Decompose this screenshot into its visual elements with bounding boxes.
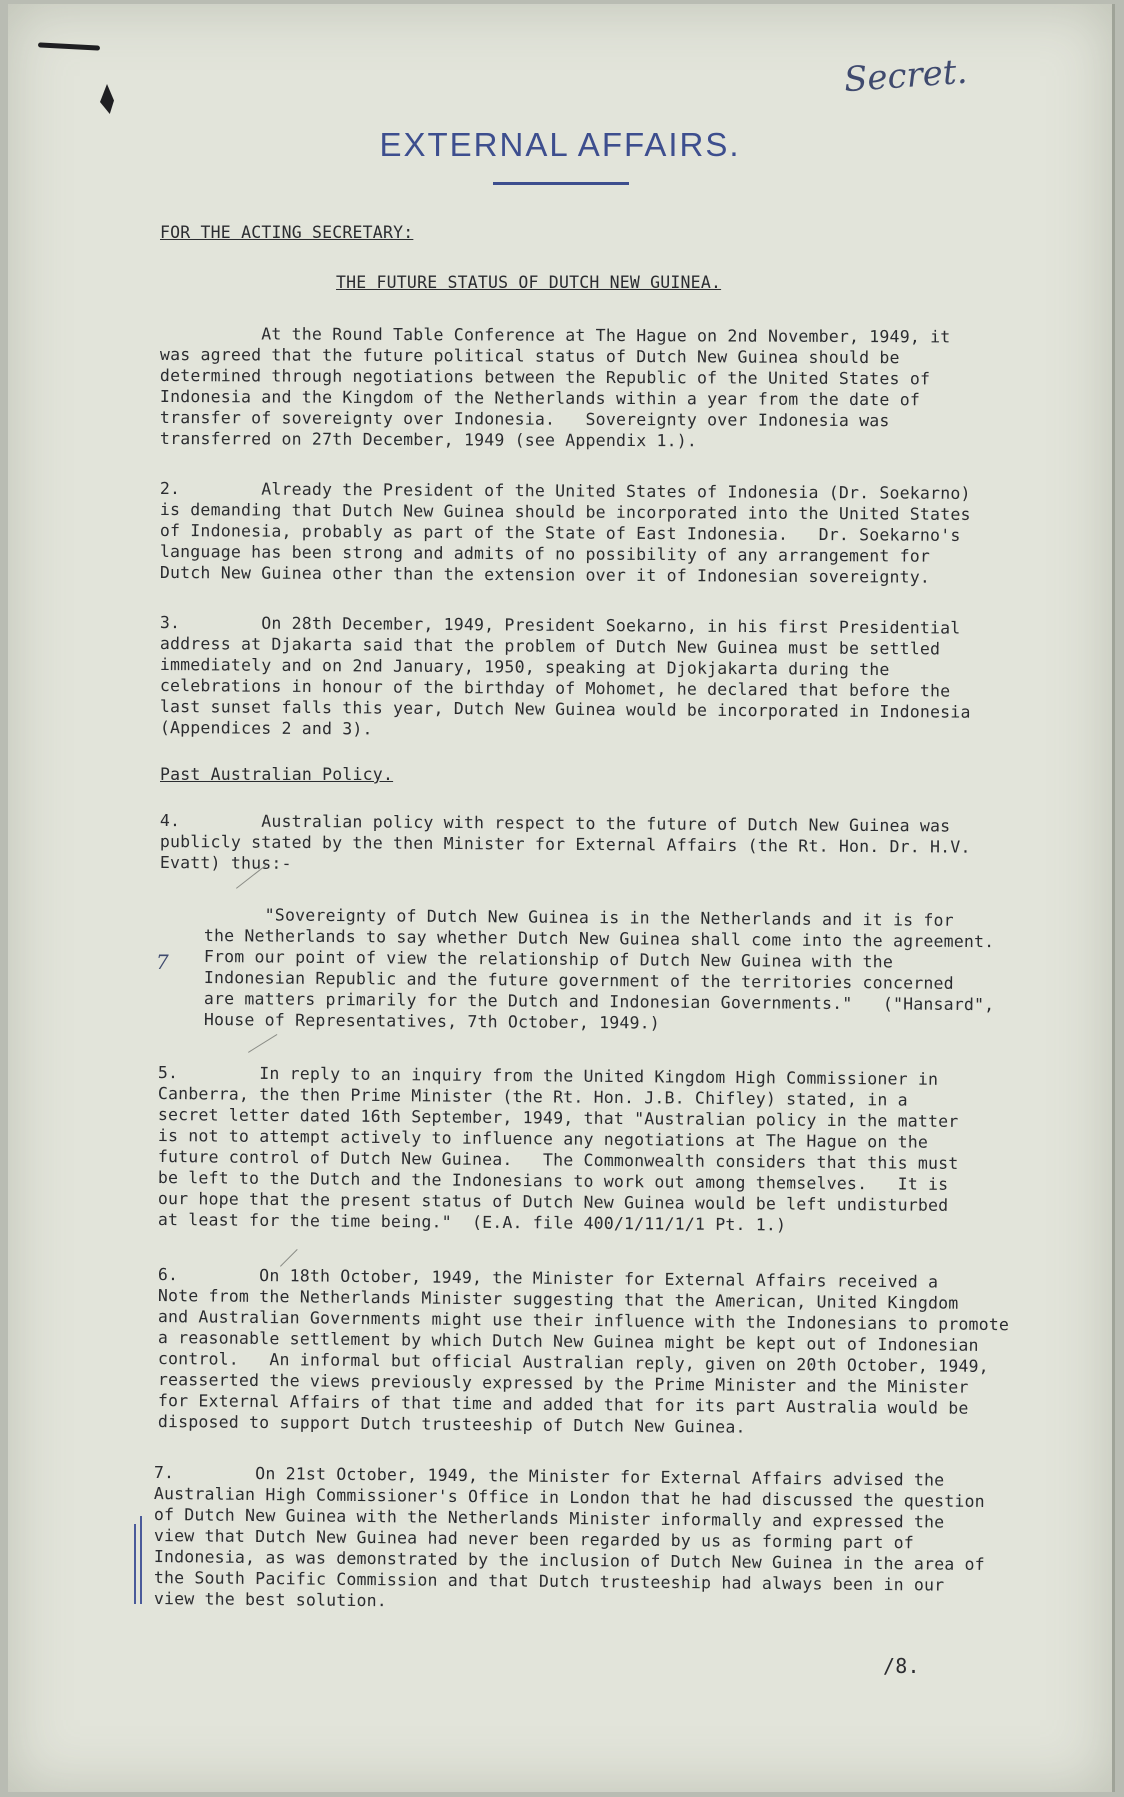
text-line: address at Djakarta said that the problem of Dutch New Guinea must be settled <box>159 634 941 659</box>
text-line: (Appendices 2 and 3). <box>159 718 373 739</box>
text-line: 7. On 21st October, 1949, the Minister for External Affairs advised the <box>153 1463 945 1490</box>
text-line: of Indonesia, probably as part of the State of East Indonesia. Dr. Soekarno's <box>159 521 961 545</box>
text-line: Evatt) thus:- <box>159 853 292 873</box>
pencil-tick <box>248 1034 277 1053</box>
text-line: House of Representatives, 7th October, 1949.) <box>203 1009 661 1033</box>
addressee-line: FOR THE ACTING SECRETARY: <box>160 223 414 242</box>
text-line: immediately and on 2nd January, 1950, speaking at Djokjakarta during the <box>159 655 890 680</box>
text-line: was agreed that the future political status of Dutch New Guinea should be <box>159 345 900 368</box>
text-line: 4. Australian policy with respect to the future of Dutch New Guinea was <box>159 811 951 836</box>
text-line: last sunset falls this year, Dutch New Guinea would be incorporated in Indonesia <box>159 697 971 722</box>
text-line: is demanding that Dutch New Guinea should be incorporated into the United States <box>159 499 971 524</box>
text-line: 5. In reply to an inquiry from the United Kingdom High Commissioner in <box>157 1063 939 1089</box>
text-line: Indonesia, as was demonstrated by the inclusion of Dutch New Guinea in the area of <box>153 1547 985 1574</box>
text-line: disposed to support Dutch trusteeship of Dutch New Guinea. <box>157 1412 746 1437</box>
margin-mark: 7 <box>156 950 169 974</box>
text-line: at least for the time being." (E.A. file 400/1/11/1/1 Pt. 1.) <box>157 1210 787 1235</box>
ink-sideline <box>134 1524 136 1604</box>
text-line: the South Pacific Commission and that Dutch trusteeship had always been in our <box>153 1568 945 1595</box>
text-line: secret letter dated 16th September, 1949, that "Australian policy in the matter <box>157 1105 959 1131</box>
page-continuation: /8. <box>883 1654 920 1678</box>
subject-line: THE FUTURE STATUS OF DUTCH NEW GUINEA. <box>336 273 722 292</box>
text-line: Australian High Commissioner's Office in London that he had discussed the question <box>153 1484 985 1511</box>
text-line: From our point of view the relationship of Dutch New Guinea with the <box>203 946 894 972</box>
text-line: view the best solution. <box>153 1589 388 1611</box>
ink-sideline <box>140 1516 142 1604</box>
text-line: control. An informal but official Australian reply, given on 20th October, 1949, <box>157 1349 989 1376</box>
text-line: publicly stated by the then Minister for External Affairs (the Rt. Hon. Dr. H.V. <box>159 832 971 857</box>
text-line: a reasonable settlement by which Dutch New Guinea might be kept out of Indonesian <box>157 1328 979 1355</box>
text-line: determined through negotiations between the Republic of the United States of <box>159 366 931 389</box>
text-line: reasserted the views previously expressed by the Prime Minister and the Minister <box>157 1370 969 1397</box>
text-line: view that Dutch New Guinea had never been regarded by us as forming part of <box>153 1526 915 1553</box>
text-line: for External Affairs of that time and added that for its part Australia would be <box>157 1391 969 1418</box>
text-line: At the Round Table Conference at The Hague on 2nd November, 1949, it <box>159 324 951 347</box>
text-line: "Sovereignty of Dutch New Guinea is in the Netherlands and it is for <box>203 904 954 930</box>
text-line: of Dutch New Guinea with the Netherlands Minister informally and expressed the <box>153 1505 945 1532</box>
classification-mark: Secret. <box>842 51 969 101</box>
pencil-tick <box>280 1249 298 1267</box>
ink-blot-mark <box>100 84 114 114</box>
section-heading: Past Australian Policy. <box>160 765 394 784</box>
text-line: Indonesian Republic and the future government of the territories concerned <box>203 967 954 993</box>
text-line: the Netherlands to say whether Dutch New Guinea shall come into the agreement. <box>203 925 995 952</box>
ink-blot-mark <box>38 42 100 50</box>
text-line: 3. On 28th December, 1949, President Soekarno, in his first Presidential <box>159 613 961 638</box>
text-line: future control of Dutch New Guinea. The Commonwealth considers that this must <box>157 1147 959 1173</box>
text-line: transferred on 27th December, 1949 (see Appendix 1.). <box>159 429 698 451</box>
page-title: EXTERNAL AFFAIRS. <box>379 126 741 163</box>
text-line: Note from the Netherlands Minister suggesting that the American, United Kingdom <box>157 1286 959 1313</box>
text-line: celebrations in honour of the birthday of Mohomet, he declared that before the <box>159 676 951 701</box>
text-line: and Australian Governments might use their influence with the Indonesians to promote <box>157 1307 1010 1335</box>
text-line: is not to attempt actively to influence any negotiations at The Hague on the <box>157 1126 929 1152</box>
text-line: transfer of sovereignty over Indonesia. Sovereignty over Indonesia was <box>159 408 890 431</box>
text-line: Canberra, the then Prime Minister (the Rt. Hon. J.B. Chifley) stated, in a <box>157 1084 908 1110</box>
text-line: our hope that the present status of Dutch New Guinea would be left undisturbed <box>157 1189 949 1215</box>
text-line: Indonesia and the Kingdom of the Netherlands within a year from the date of <box>159 387 921 410</box>
text-line: 2. Already the President of the United States of Indonesia (Dr. Soekarno) <box>159 478 971 503</box>
text-line: language has been strong and admits of no possibility of any arrangement for <box>159 542 931 566</box>
text-line: are matters primarily for the Dutch and Indonesian Governments." ("Hansard", <box>203 988 995 1015</box>
text-line: Dutch New Guinea other than the extension over it of Indonesian sovereignty. <box>159 563 931 587</box>
title-rule <box>493 182 629 185</box>
text-line: 6. On 18th October, 1949, the Minister for External Affairs received a <box>157 1265 939 1292</box>
text-line: be left to the Dutch and the Indonesians to work out among themselves. It is <box>157 1168 949 1194</box>
document-page <box>8 4 1115 1792</box>
